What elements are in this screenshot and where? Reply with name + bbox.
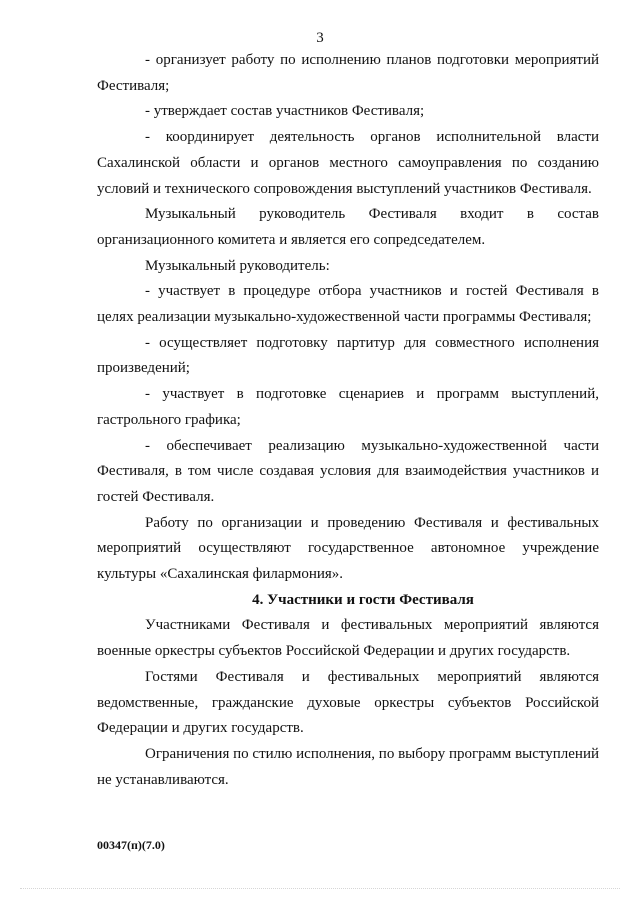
- paragraph: - участвует в процедуре отбора участников и гостей Фестиваля в целях реализации музыкально-художественной части программы Фестиваля;: [97, 283, 599, 326]
- document-code: 00347(п)(7.0): [97, 838, 165, 852]
- paragraph: Ограничения по стилю исполнения, по выбору программ выступлений не устанавливаются.: [97, 745, 599, 788]
- paragraph: Музыкальный руководитель Фестиваля входит в состав организационного комитета и является его сопредседателем.: [97, 206, 599, 248]
- page-number: 3: [316, 30, 324, 46]
- paragraph: Музыкальный руководитель:: [145, 257, 330, 274]
- paragraph: Работу по организации и проведению Фестиваля и фестивальных мероприятий осуществляют государственное автономное учреждение культуры «Сахалинская филармония».: [97, 514, 599, 583]
- paragraph: - утверждает состав участников Фестиваля;: [145, 103, 425, 120]
- paragraph: Участниками Фестиваля и фестивальных мероприятий являются военные оркестры субъектов Российской Федерации и других государств.: [97, 617, 599, 660]
- document-body: [97, 48, 599, 793]
- paragraph: Гостями Фестиваля и фестивальных мероприятий являются ведомственные, гражданские духовые оркестры субъектов Российской Федерации и других государств.: [97, 668, 599, 737]
- section-heading: 4. Участники и гости Фестиваля: [252, 591, 474, 608]
- paragraph: - обеспечивает реализацию музыкально-художественной части Фестиваля, в том числе создавая условия для взаимодействия участников и гостей Фестиваля.: [97, 437, 599, 505]
- paragraph: - участвует в подготовке сценариев и программ выступлений, гастрольного графика;: [97, 386, 599, 428]
- scan-artifact-line: [20, 888, 620, 889]
- paragraph: - организует работу по исполнению планов подготовки мероприятий Фестиваля;: [97, 52, 599, 94]
- paragraph: - осуществляет подготовку партитур для совместного исполнения произведений;: [97, 334, 599, 377]
- paragraph: - координирует деятельность органов исполнительной власти Сахалинской области и органов местного самоуправления по созданию условий и технического сопровождения выступлений участников Фестиваля.: [97, 129, 599, 197]
